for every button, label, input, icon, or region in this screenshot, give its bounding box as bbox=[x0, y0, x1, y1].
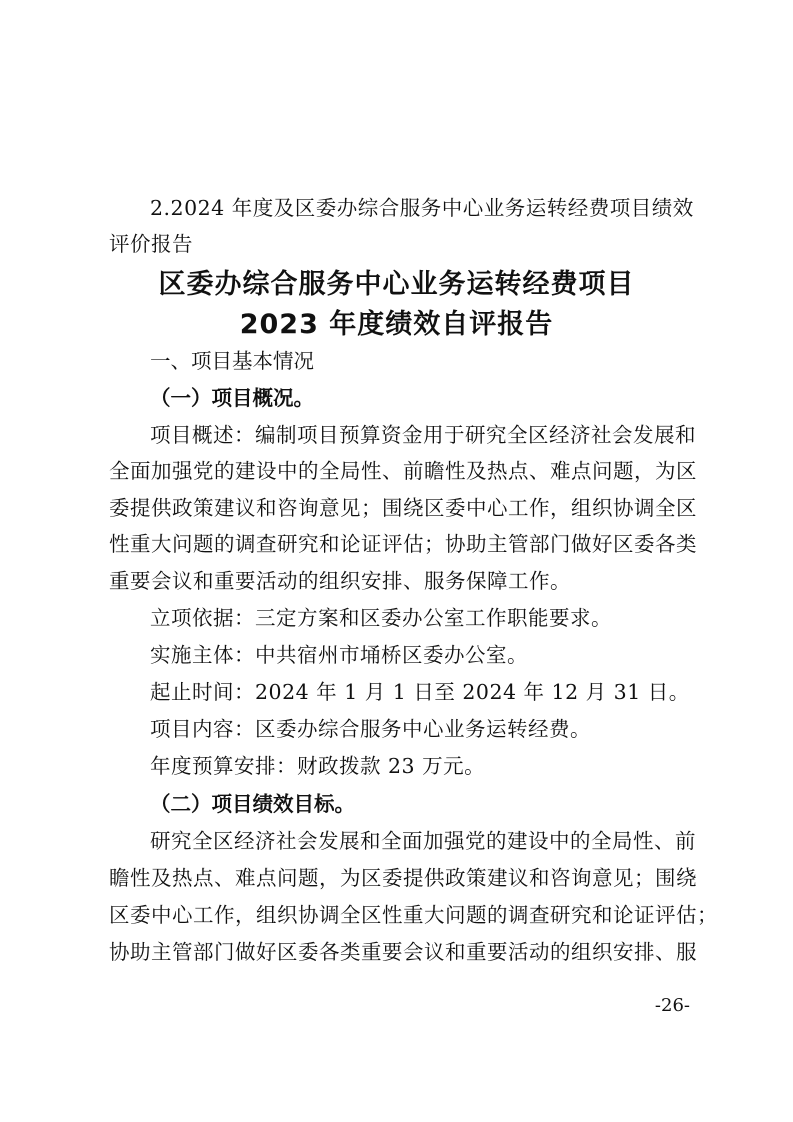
overview-line-3: 委提供政策建议和咨询意见；围绕区委中心工作，组织协调全区 bbox=[109, 496, 697, 520]
project-basis: 立项依据：三定方案和区委办公室工作职能要求。 bbox=[150, 606, 612, 630]
goals-line-4: 协助主管部门做好区委各类重要会议和重要活动的组织安排、服 bbox=[109, 940, 697, 964]
overview-line-5: 重要会议和重要活动的组织安排、服务保障工作。 bbox=[109, 569, 571, 593]
goals-line-2: 瞻性及热点、难点问题，为区委提供政策建议和咨询意见；围绕 bbox=[109, 866, 697, 890]
project-content: 项目内容：区委办综合服务中心业务运转经费。 bbox=[150, 717, 591, 741]
report-title-line-2: 2023 年度绩效自评报告 bbox=[239, 309, 554, 340]
project-period: 起止时间：2024 年 1 月 1 日至 2024 年 12 月 31 日。 bbox=[150, 680, 690, 704]
subsection-heading-overview: （一）项目概况。 bbox=[150, 386, 314, 410]
attachment-note-line-1: 2.2024 年度及区委办综合服务中心业务运转经费项目绩效 bbox=[150, 196, 694, 220]
overview-line-4: 性重大问题的调查研究和论证评估；协助主管部门做好区委各类 bbox=[109, 532, 697, 556]
page-number: -26- bbox=[654, 995, 690, 1016]
overview-line-2: 全面加强党的建设中的全局性、前瞻性及热点、难点问题，为区 bbox=[109, 459, 697, 483]
attachment-note-line-2: 评价报告 bbox=[109, 232, 193, 256]
goals-line-3: 区委中心工作，组织协调全区性重大问题的调查研究和论证评估； bbox=[109, 903, 718, 927]
section-heading-basic-info: 一、项目基本情况 bbox=[150, 349, 314, 373]
report-title-line-1: 区委办综合服务中心业务运转经费项目 bbox=[158, 269, 635, 300]
project-budget: 年度预算安排：财政拨款 23 万元。 bbox=[150, 754, 486, 778]
overview-line-1: 项目概述：编制项目预算资金用于研究全区经济社会发展和 bbox=[150, 423, 696, 447]
goals-line-1: 研究全区经济社会发展和全面加强党的建设中的全局性、前 bbox=[150, 829, 696, 853]
subsection-heading-performance-goals: （二）项目绩效目标。 bbox=[150, 792, 355, 816]
project-implementer: 实施主体：中共宿州市埇桥区委办公室。 bbox=[150, 643, 528, 667]
